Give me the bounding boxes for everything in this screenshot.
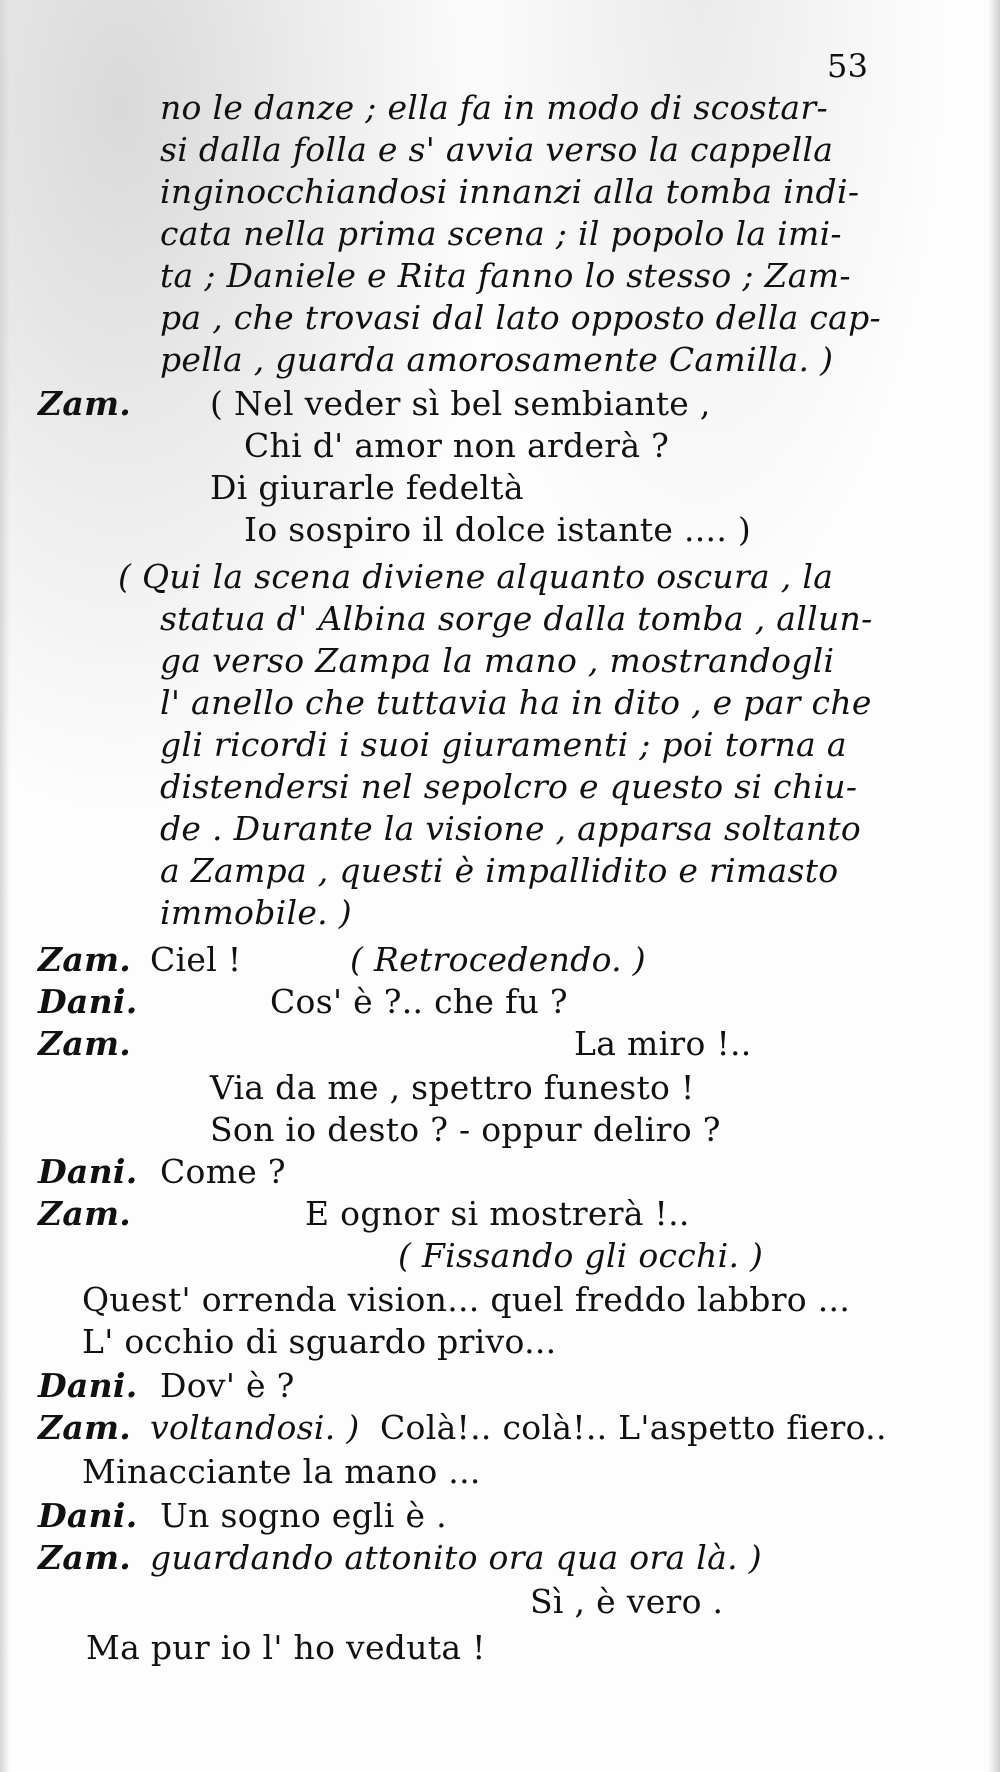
speaker-label: Dani. bbox=[38, 982, 138, 1021]
dialogue-line: Ma pur io l' ho veduta ! bbox=[86, 1628, 486, 1667]
speaker-label: Zam. bbox=[38, 940, 132, 979]
stage-direction-line: de . Durante la visione , apparsa soltanto bbox=[160, 809, 862, 848]
verse-line: Di giurarle fedeltà bbox=[210, 468, 524, 507]
stage-direction-inline: guardando attonito ora qua ora là. ) bbox=[150, 1538, 762, 1577]
page-number: 53 bbox=[827, 47, 869, 85]
stage-direction-line: cata nella prima scena ; il popolo la imi- bbox=[160, 214, 842, 253]
speaker-label: Zam. bbox=[38, 384, 132, 423]
dialogue-line: E ognor si mostrerà !.. bbox=[305, 1194, 690, 1233]
dialogue-line: Dov' è ? bbox=[160, 1366, 295, 1405]
stage-direction-line: no le danze ; ella fa in modo di scostar- bbox=[160, 88, 828, 127]
stage-direction-inline: ( Retrocedendo. ) bbox=[350, 940, 646, 979]
stage-direction-line: ta ; Daniele e Rita fanno lo stesso ; Zam- bbox=[160, 256, 851, 295]
speaker-label: Zam. bbox=[38, 1408, 132, 1447]
dialogue-line: Come ? bbox=[160, 1152, 286, 1191]
dialogue-line: Ciel ! bbox=[150, 940, 242, 979]
speaker-label: Zam. bbox=[38, 1538, 132, 1577]
dialogue-line: Sì , è vero . bbox=[530, 1582, 724, 1621]
verse-line: Chi d' amor non arderà ? bbox=[244, 426, 670, 465]
stage-direction-line: ( Qui la scena diviene alquanto oscura , la bbox=[118, 557, 834, 596]
dialogue-line: La miro !.. bbox=[574, 1024, 752, 1063]
stage-direction-inline: ( Fissando gli occhi. ) bbox=[398, 1236, 764, 1275]
speaker-label: Dani. bbox=[38, 1366, 138, 1405]
stage-direction-line: a Zampa , questi è impallidito e rimasto bbox=[160, 851, 839, 890]
stage-direction-inline: voltandosi. ) bbox=[150, 1408, 360, 1447]
stage-direction-line: pa , che trovasi dal lato opposto della cap- bbox=[160, 298, 882, 337]
speaker-label: Zam. bbox=[38, 1024, 132, 1063]
speaker-label: Dani. bbox=[38, 1496, 138, 1535]
stage-direction-line: ga verso Zampa la mano , mostrandogli bbox=[160, 641, 835, 680]
page-right-shadow bbox=[988, 0, 1000, 1772]
stage-direction-line: gli ricordi i suoi giuramenti ; poi torna a bbox=[160, 725, 847, 764]
dialogue-line: Via da me , spettro funesto ! bbox=[210, 1068, 695, 1107]
stage-direction-line: immobile. ) bbox=[160, 893, 352, 932]
dialogue-line: Un sogno egli è . bbox=[160, 1496, 447, 1535]
verse-line: ( Nel veder sì bel sembiante , bbox=[210, 384, 711, 423]
stage-direction-line: inginocchiandosi innanzi alla tomba indi- bbox=[160, 172, 860, 211]
dialogue-line: Cos' è ?.. che fu ? bbox=[270, 982, 568, 1021]
stage-direction-line: pella , guarda amorosamente Camilla. ) bbox=[160, 340, 834, 379]
speaker-label: Dani. bbox=[38, 1152, 138, 1191]
speaker-label: Zam. bbox=[38, 1194, 132, 1233]
dialogue-line: Quest' orrenda vision... quel freddo labbro ... bbox=[82, 1280, 851, 1319]
dialogue-line: Son io desto ? - oppur deliro ? bbox=[210, 1110, 721, 1149]
dialogue-line: L' occhio di sguardo privo... bbox=[82, 1322, 557, 1361]
dialogue-line: Minacciante la mano ... bbox=[82, 1452, 481, 1491]
dialogue-line: Colà!.. colà!.. L'aspetto fiero.. bbox=[380, 1408, 887, 1447]
stage-direction-line: distendersi nel sepolcro e questo si chiu- bbox=[160, 767, 858, 806]
stage-direction-line: statua d' Albina sorge dalla tomba , allun- bbox=[160, 599, 873, 638]
stage-direction-line: si dalla folla e s' avvia verso la cappella bbox=[160, 130, 834, 169]
page-left-shadow bbox=[0, 0, 10, 1772]
stage-direction-line: l' anello che tuttavia ha in dito , e par che bbox=[160, 683, 872, 722]
verse-line: Io sospiro il dolce istante .... ) bbox=[244, 510, 752, 549]
